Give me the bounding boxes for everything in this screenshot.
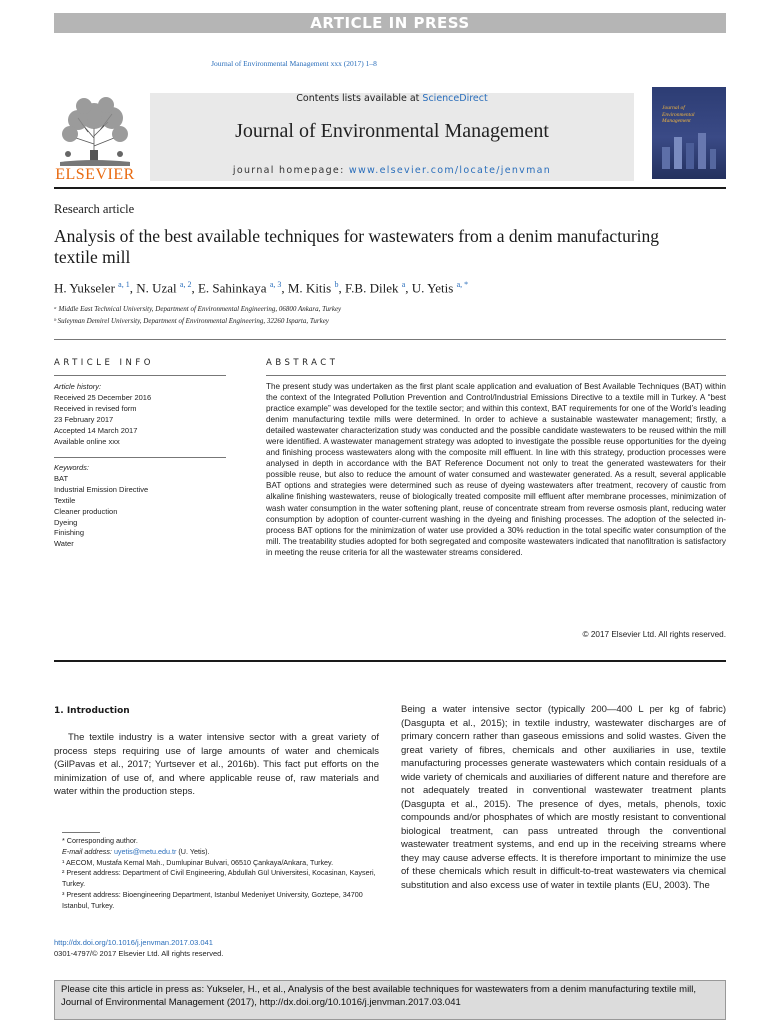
abstract-bottom-divider [54, 660, 726, 662]
article-type-label: Research article [54, 202, 135, 216]
author-name: E. Sahinkaya [197, 280, 267, 296]
article-info-heading: ARTICLE INFO [54, 358, 154, 368]
journal-reference-link[interactable]: Journal of Environmental Management xxx (2017) 1–8 [211, 59, 377, 68]
keyword-item: Finishing [54, 528, 85, 538]
author-affiliation-mark[interactable]: a [401, 280, 406, 289]
cover-title-text [662, 105, 694, 125]
keyword-item: BAT [54, 473, 69, 483]
footnotes [54, 836, 379, 912]
history-item: Accepted 14 March 2017 [54, 425, 138, 435]
footnote-email [54, 847, 379, 858]
sciencedirect-link[interactable]: ScienceDirect [422, 93, 488, 104]
article-title: Analysis of the best available techniques for wastewaters from a denim manufacturing textile mill [54, 226, 660, 267]
keyword-item: Dyeing [54, 517, 78, 527]
journal-homepage-line [150, 165, 634, 176]
authors-divider [54, 339, 726, 340]
cover-graphic-icon [660, 129, 718, 169]
history-label: Article history: [54, 382, 102, 391]
article-history [54, 382, 226, 447]
keywords-list [54, 463, 226, 550]
contents-prefix: Contents lists available at [296, 93, 423, 104]
footnote-3: ³ Present address: Bioengineering Department, Istanbul Medeniyet University, Goztepe, 34700 Istanbul, Turkey. [62, 889, 363, 910]
author-affiliation-mark[interactable]: b [334, 280, 339, 289]
author-affiliation-mark[interactable]: a, 2 [179, 280, 192, 289]
author-name: H. Yukseler [54, 280, 115, 296]
author-affiliation-mark[interactable]: a, * [456, 280, 469, 289]
issn-line: 0301-4797/© 2017 Elsevier Ltd. All rights reserved. [54, 949, 224, 958]
email-link[interactable]: uyetis@metu.edu.tr [113, 846, 177, 856]
author-name: U. Yetis [411, 280, 454, 296]
journal-cover-image [652, 87, 726, 179]
author-name: M. Kitis [287, 280, 332, 296]
keywords-divider [54, 457, 226, 458]
keyword-item: Textile [54, 495, 76, 505]
introduction-paragraph-right: Being a water intensive sector (typically 200—400 L per kg of fabric) (Dasgupta et al., 2015); in textile industry, wastewater discharges are of primary concern rather than gaseous emissions and solid wastes. Given the great variety of fibres, chemicals and other auxiliaries in use, textile manufacturing processes generate wastewaters which contain residuals of a wide variety of chemicals and auxiliaries of different nature and therefore are not adequately treated in conventional wastewater treatment plants (Dasgupta et al., 2015). The presence of dyes, metals, phenols, toxic compounds and/or phosphates of which are mostly resistant to conventional biological treatment, can pass untreated through the conventional wastewater treatment systems, and end up in the receiving streams where they may cause adverse effects. It is therefore important to minimize the use of these chemicals which result in difficult-to-treat wastewaters via chemical substitution and also excess use of water in textile plants (EU, 2003). The [401, 704, 726, 891]
author-name: N. Uzal [136, 280, 177, 296]
history-item: Received in revised form [54, 403, 137, 413]
keyword-item: Industrial Emission Directive [54, 484, 149, 494]
article-info-divider [54, 375, 226, 376]
footnote-divider [62, 832, 100, 833]
abstract-copyright: © 2017 Elsevier Ltd. All rights reserved. [582, 630, 726, 639]
author-name: F.B. Dilek [344, 280, 399, 296]
footnote-2: ² Present address: Department of Civil Engineering, Abdullah Gül Universitesi, Kocasinan, Kayseri, Turkey. [62, 868, 376, 889]
email-suffix: (U. Yetis). [176, 846, 210, 856]
abstract-divider [266, 375, 726, 376]
cover-line: Management [662, 118, 691, 124]
citation-box: Please cite this article in press as: Yukseler, H., et al., Analysis of the best available techniques for wastewaters from a denim manufacturing textile mill, Journal of Environmental Management (2017), http://dx.doi.org/10.1016/j.jenvman.2017.03.041 [54, 980, 726, 1020]
affiliation-a: ᵃ Middle East Technical University, Department of Environmental Engineering, 06800 Ankara, Turkey [54, 305, 342, 313]
article-in-press-banner: ARTICLE IN PRESS [54, 13, 726, 33]
footnote-1: ¹ AECOM, Mustafa Kemal Mah., Dumlupinar Bulvari, 06510 Çankaya/Ankara, Turkey. [62, 857, 334, 867]
header-divider [54, 187, 726, 189]
author-affiliation-mark[interactable]: a, 1 [118, 280, 130, 289]
author-list: H. Yukseler $^{a, 1}$, N. Uzal $^{a, 2}$, E. Sahinkaya $^{a, 3}$, M. Kitis $^b$, F.B. Dilek $^a$, U. Yetis $^{a, *}$ [54, 280, 469, 296]
keyword-item: Cleaner production [54, 506, 118, 516]
keywords-label: Keywords: [54, 463, 90, 472]
abstract-heading: ABSTRACT [266, 358, 339, 368]
introduction-heading: 1. Introduction [54, 706, 130, 716]
journal-title: Journal of Environmental Management [235, 120, 549, 142]
footnote-corresponding: * Corresponding author. [62, 836, 138, 845]
author-affiliation-mark[interactable]: a, 3 [269, 280, 282, 289]
contents-availability-line [150, 93, 634, 104]
cover-line: Environmental [662, 111, 695, 118]
affiliation-b: ᵇ Suleyman Demirel University, Department of Environmental Engineering, 32260 Isparta, Turkey [54, 317, 329, 325]
history-item: Received 25 December 2016 [54, 392, 152, 402]
doi-link[interactable]: http://dx.doi.org/10.1016/j.jenvman.2017.03.041 [54, 938, 213, 947]
elsevier-wordmark: ELSEVIER [55, 166, 135, 183]
abstract-text: The present study was undertaken as the first plant scale application and evaluation of Best Available Techniques (BAT) within the context of the Integrated Pollution Prevention and Control/Industrial Emissions Directive to a textile mill in Turkey. A “best practice example” was developed for the textile sector; and within this context, BAT requirements for one of the World’s leading denim manufacturing textile mills were determined. In order to achieve a sustainable wastewater management; firstly, a detailed wastewater characterization study was conducted and the possible candidate wastewaters to be reused within the mill were identified. A wastewater management strategy was adopted to investigate the possible reuse opportunities for the dyeing and finishing process wastewaters along with the composite mill effluent. In line with this strategy, production processes were analysed in depth in accordance with the BAT Reference Document not only to treat the generated wastewaters for their possible reuse, but also to reduce the amount of water consumed and wastewater generated. As a result, several applicable BAT options and strategies were determined such as reuse of dyeing wastewaters after treatment, recovery of caustic from alkaline finishing wastewaters, reuse of biologically treated composite mill effluent after membrane processes, minimization of wash water consumption in the water softening plant, reuse of concentrate stream from reverse osmosis plant, reducing water consumption by adoption of counter-current washing in the dyeing and finishing processes. The adoption of the selected in-process BAT options for the minimization of water use provided a 30% reduction in the total specific water consumption of the mill. The treatability studies adopted for both segregated and composite wastewaters indicated that nanofiltration is satisfactory in meeting the reuse criteria for all the wastewater streams considered. [266, 382, 726, 557]
journal-homepage-link[interactable]: www.elsevier.com/locate/jenvman [348, 165, 552, 176]
history-item: Available online xxx [54, 436, 120, 446]
keyword-item: Water [54, 539, 74, 549]
cover-line: Journal of [662, 105, 685, 111]
email-label: E-mail address: [62, 846, 114, 856]
history-item: 23 February 2017 [54, 414, 114, 424]
introduction-paragraph-left: The textile industry is a water intensive sector with a great variety of process steps requiring use of large amounts of water and chemicals (GilPavas et al., 2017; Yurtsever et al., 2016b). This fact put efforts on the minimization of use of, and where applicable reuse of, raw materials and water within the production steps. [54, 732, 379, 797]
homepage-prefix: journal homepage: [232, 165, 349, 176]
